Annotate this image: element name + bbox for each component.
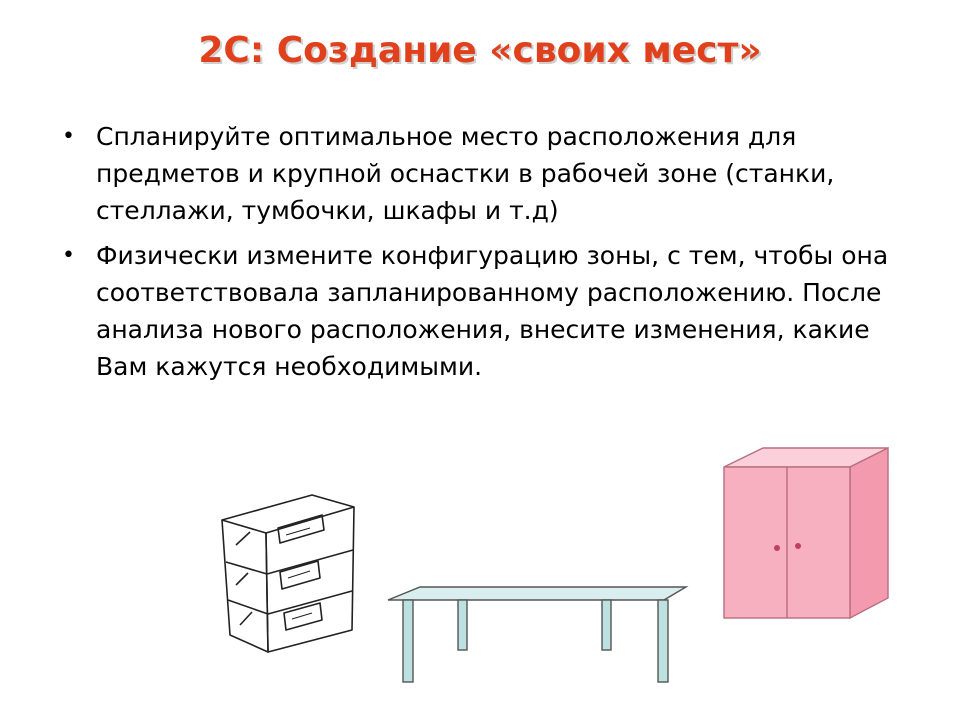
wardrobe-cabinet-icon bbox=[724, 448, 888, 618]
table-icon bbox=[388, 587, 686, 682]
bullet-dot-icon: • bbox=[62, 124, 75, 149]
bullet-text: Физически измените конфигурацию зоны, с тем, чтобы она соответствовала запланированному расположению. После анализа нового расположения, внесите изменения, какие Вам кажутся необходимыми. bbox=[96, 241, 889, 381]
bullet-dot-icon: • bbox=[62, 243, 75, 268]
bullet-text: Спланируйте оптимальное место расположения для предметов и крупной оснастки в рабочей зоне (станки, стеллажи, тумбочки, шкафы и т.д) bbox=[96, 122, 835, 225]
slide-title: 2С: Создание «своих мест» bbox=[198, 30, 762, 71]
drawer-cabinet-sketch-icon bbox=[222, 495, 354, 652]
